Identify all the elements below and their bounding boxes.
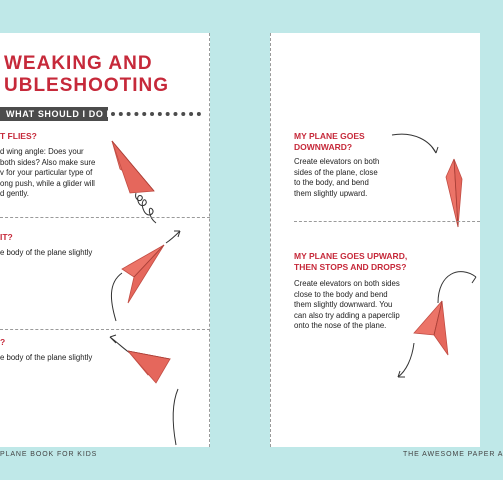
body-line: sides of the plane, close [294, 167, 378, 177]
left-page [0, 33, 210, 447]
heading-line: MY PLANE GOES UPWARD, [294, 251, 408, 261]
section-heading-2: IT? [0, 232, 13, 242]
body-line: them slightly downward. You [294, 300, 393, 310]
body-line: ong push, while a glider will [0, 178, 95, 188]
paper-plane-stall-illustration [396, 247, 480, 383]
body-line: to the body, and bend [294, 178, 369, 188]
body-line: close to the body and bend [294, 289, 388, 299]
body-line: onto the nose of the plane. [294, 321, 387, 331]
section-divider [0, 329, 210, 330]
body-line: d gently. [0, 189, 29, 199]
page-edge-dashed [270, 33, 271, 447]
section-heading-upward [294, 251, 407, 273]
footer-book-title-left: PLANE BOOK FOR KIDS [0, 451, 98, 458]
heading-line: DOWNWARD? [294, 142, 353, 152]
section-body-2 [0, 248, 92, 259]
section-heading-1: T FLIES? [0, 131, 37, 141]
right-page [270, 33, 480, 447]
page-title-line-2: UBLESHOOTING [4, 75, 170, 96]
heading-line: MY PLANE GOES [294, 131, 365, 141]
body-line: both sides? Also make sure [0, 157, 96, 167]
paper-plane-diving-illustration [100, 333, 190, 447]
body-line: them slightly upward. [294, 188, 368, 198]
section-body-3 [0, 353, 92, 364]
footer-book-title-right: THE AWESOME PAPER A [403, 451, 503, 458]
body-line: e body of the plane slightly [0, 248, 93, 257]
section-divider [294, 221, 480, 222]
section-heading-3: ? [0, 337, 6, 347]
page-title-line-1: WEAKING AND [4, 53, 153, 74]
section-body-upward [294, 279, 400, 332]
page-edge-dashed [209, 33, 210, 447]
body-line: e body of the plane slightly [0, 353, 93, 362]
section-body-downward [294, 157, 379, 199]
paper-plane-spiral-illustration [108, 133, 178, 233]
body-line: d wing angle: Does your [0, 147, 84, 156]
body-line: can also try adding a paperclip [294, 310, 400, 320]
body-line: v for your particular type of [0, 168, 93, 178]
body-line: Create elevators on both sides [294, 279, 400, 288]
section-body-1 [0, 147, 95, 200]
body-line: Create elevators on both [294, 157, 380, 166]
section-banner: WHAT SHOULD I DO IF: [0, 107, 108, 121]
section-heading-downward [294, 131, 365, 153]
banner-dotted-rule [111, 112, 201, 116]
paper-plane-climbing-illustration [100, 225, 184, 325]
heading-line: THEN STOPS AND DROPS? [294, 262, 407, 272]
paper-plane-nosedive-illustration [388, 129, 480, 233]
section-divider [0, 217, 210, 218]
